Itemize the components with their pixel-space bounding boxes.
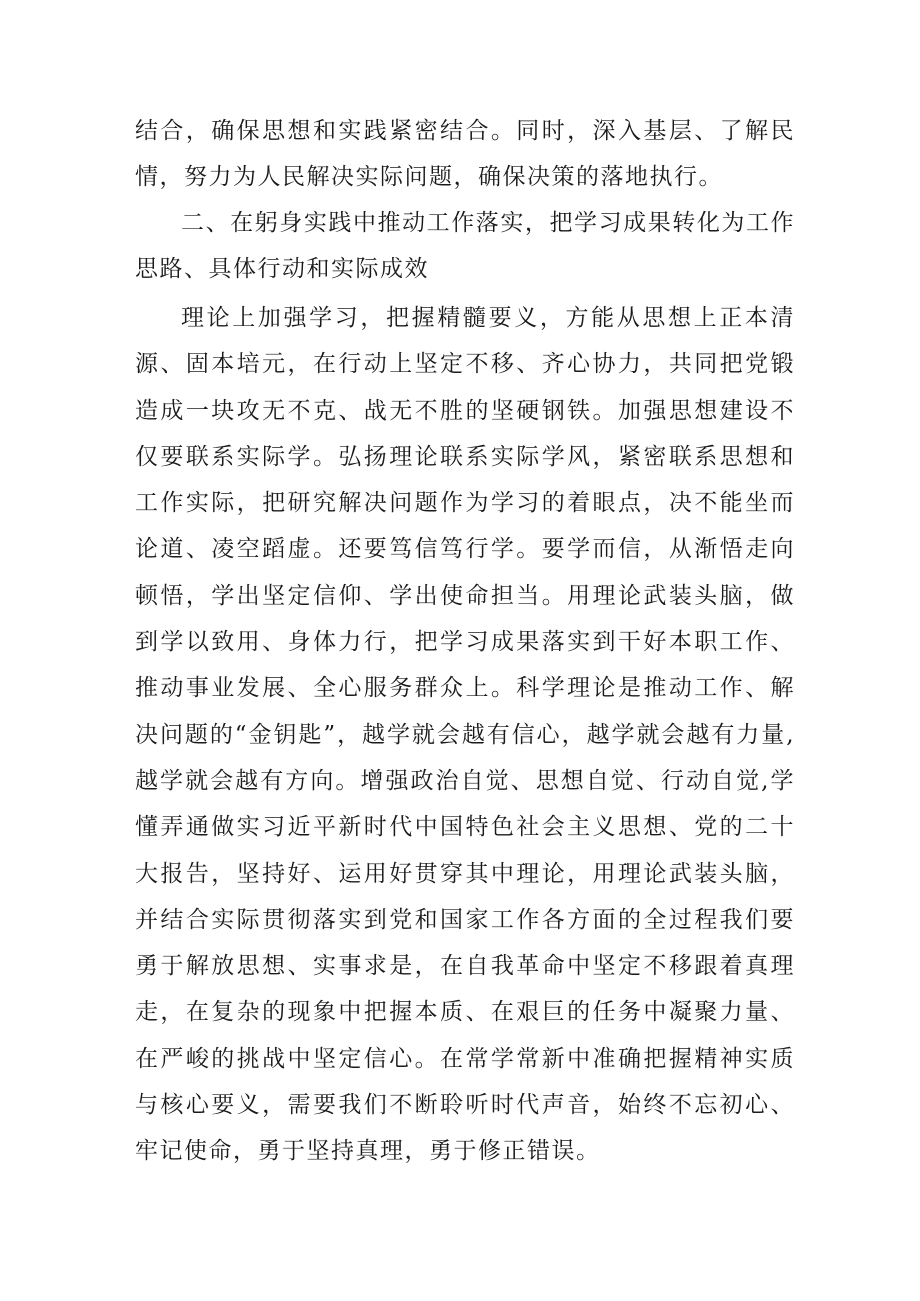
body-paragraph: 理论上加强学习，把握精髓要义，方能从思想上正本清源、固本培元，在行动上坚定不移、齐心协力，共同把党锻造成一块攻无不克、战无不胜的坚硬钢铁。加强思想建设不仅要联系实际学。弘扬理论联系实际学风，紧密联系思想和工作实际，把研究解决问题作为学习的着眼点，决不能坐而论道、凌空蹈虚。还要笃信笃行学。要学而信，从渐悟走向顿悟，学出坚定信仰、学出使命担当。用理论武装头脑，做到学以致用、身体力行，把学习成果落实到干好本职工作、推动事业发展、全心服务群众上。科学理论是推动工作、解决问题的“金钥匙”，越学就会越有信心，越学就会越有力量,越学就会越有方向。增强政治自觉、思想自觉、行动自觉,学懂弄通做实习近平新时代中国特色社会主义思想、党的二十大报告，坚持好、运用好贯穿其中理论，用理论武装头脑，并结合实际贯彻落实到党和国家工作各方面的全过程我们要勇于解放思想、实事求是，在自我革命中坚定不移跟着真理走，在复杂的现象中把握本质、在艰巨的任务中凝聚力量、在严峻的挑战中坚定信心。在常学常新中准确把握精神实质与核心要义，需要我们不断聆听时代声音，始终不忘初心、牢记使命，勇于坚持真理，勇于修正错误。 bbox=[135, 305, 795, 1165]
continued-paragraph: 结合，确保思想和实践紧密结合。同时，深入基层、了解民情，努力为人民解决实际问题，确保决策的落地执行。 bbox=[135, 118, 795, 191]
section-heading: 二、在躬身实践中推动工作落实，把学习成果转化为工作思路、具体行动和实际成效 bbox=[135, 210, 795, 283]
